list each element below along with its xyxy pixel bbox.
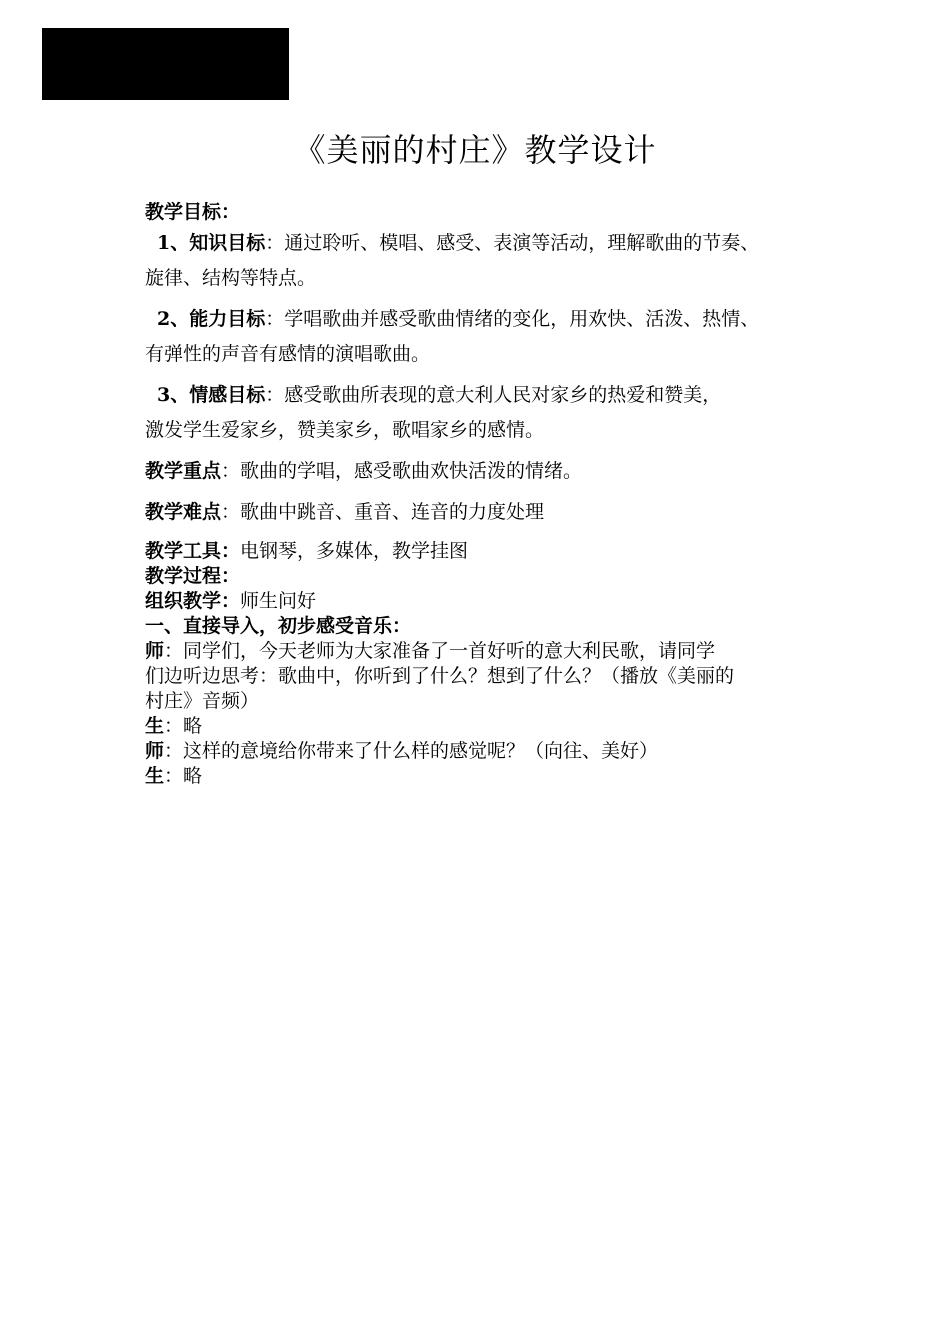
teacher-speaker-1: 师 [145,640,165,662]
teacher-speaker-2: 师 [145,740,165,762]
teacher-line-1-cont-b: 村庄》音频） [145,690,260,712]
teacher-text-2: ：这样的意境给你带来了什么样的感觉呢？（向往、美好） [164,740,659,762]
objective-emotion-text-1: ：感受歌曲所表现的意大利人民对家乡的热爱和赞美， [265,384,722,406]
student-line-2 [145,764,815,789]
objective-ability-label: 2、能力目标 [157,308,266,330]
objective-emotion-label: 3、情感目标 [157,384,266,406]
difficulties [145,495,815,530]
objectives-heading: 教学目标： [145,201,241,223]
objective-emotion [145,378,815,413]
document-title: 《美丽的村庄》教学设计 [293,131,657,169]
process-heading: 教学过程： [145,565,241,587]
teaching-tools [145,539,815,564]
section-1-heading: 一、直接导入，初步感受音乐： [145,615,412,637]
key-points-label: 教学重点 [145,460,222,482]
objective-knowledge [145,226,815,261]
objective-ability [145,302,815,337]
organize-text: 师生问好 [240,590,317,612]
teacher-text-1: ：同学们，今天老师为大家准备了一首好听的意大利民歌，请同学 [164,640,716,662]
objective-emotion-cont: 激发学生爱家乡，赞美家乡，歌唱家乡的感情。 [145,419,545,441]
teaching-tools-text: 电钢琴，多媒体，教学挂图 [240,540,469,562]
difficulties-text: ：歌曲中跳音、重音、连音的力度处理 [221,501,545,523]
objective-ability-text-1: ：学唱歌曲并感受歌曲情绪的变化，用欢快、活泼、热情、 [265,308,760,330]
student-text-1: ：略 [164,715,203,737]
teacher-line-1-cont-a: 们边听边思考：歌曲中，你听到了什么？想到了什么？（播放《美丽的 [145,665,735,687]
document-body [145,198,815,789]
redaction-block [42,28,289,100]
difficulties-label: 教学难点 [145,501,222,523]
student-line-1 [145,714,815,739]
key-points-text: ：歌曲的学唱，感受歌曲欢快活泼的情绪。 [221,460,583,482]
objective-knowledge-label: 1、知识目标 [157,232,266,254]
key-points [145,454,815,489]
organize-label: 组织教学： [145,590,241,612]
student-text-2: ：略 [164,765,203,787]
teacher-line-1 [145,639,815,664]
organize-teaching [145,589,815,614]
objective-knowledge-cont: 旋律、结构等特点。 [145,267,317,289]
teaching-tools-label: 教学工具： [145,540,241,562]
objective-ability-cont: 有弹性的声音有感情的演唱歌曲。 [145,343,431,365]
teacher-line-2 [145,739,815,764]
objective-knowledge-text-1: ：通过聆听、模唱、感受、表演等活动，理解歌曲的节奏、 [265,232,760,254]
student-speaker-1: 生 [145,715,165,737]
student-speaker-2: 生 [145,765,165,787]
